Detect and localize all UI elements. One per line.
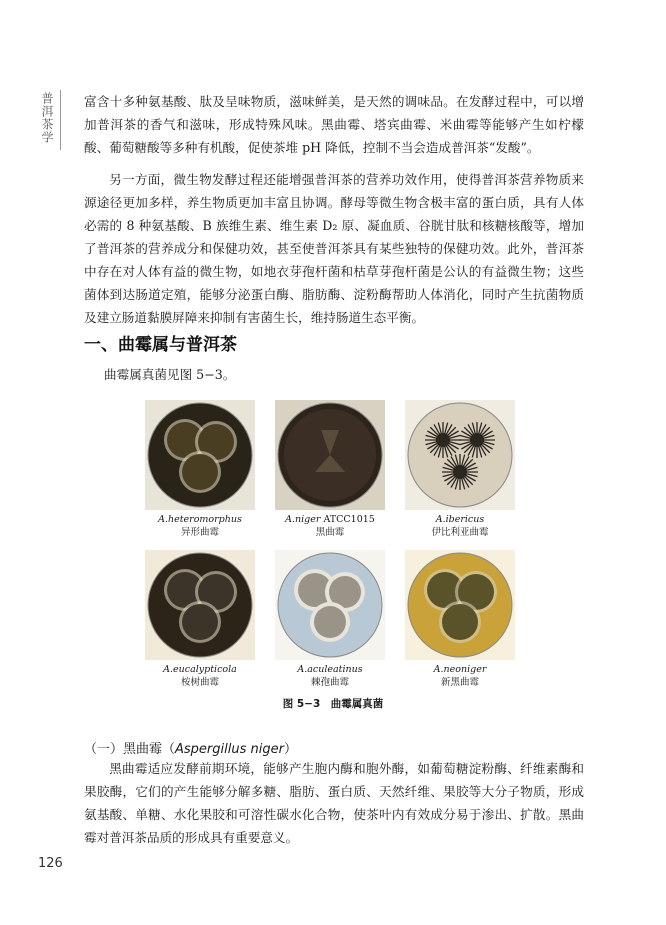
figure-intro: 曲霉属真菌见图 5−3。 <box>104 367 236 382</box>
species-name <box>140 664 260 676</box>
species-name <box>270 514 390 526</box>
species-name <box>140 514 260 526</box>
plate-6 <box>400 550 520 690</box>
species-cn: 桉树曲霉 <box>180 677 219 688</box>
plate-5 <box>270 550 390 690</box>
petri-dish-image <box>275 550 385 660</box>
species-name <box>400 514 520 526</box>
paragraph-1: 富含十多种氨基酸、肽及呈味物质，滋味鲜美，是天然的调味品。在发酵过程中，可以增加普洱茶的香气和滋味，形成特殊风味。黑曲霉、塔宾曲霉、米曲霉等能够产生如柠檬酸、葡萄糖酸等多种有机酸，促使茶堆 pH 降低，控制不当会造成普洱茶“发酸”。 <box>84 94 584 155</box>
petri-dish-image <box>275 400 385 510</box>
figure-caption: 图 5−3 曲霉属真菌 <box>282 698 384 710</box>
species-cn: 伊比利亚曲霉 <box>431 527 489 538</box>
petri-dish-image <box>405 550 515 660</box>
plate-1 <box>140 400 260 540</box>
plate-3 <box>400 400 520 540</box>
species-cn: 异形曲霉 <box>180 527 219 538</box>
species-latin: A.neoniger <box>433 664 487 675</box>
species-latin: A.heteromorphus <box>158 514 242 525</box>
page-number: 126 <box>38 856 63 871</box>
strain-id: ATCC1015 <box>320 514 375 525</box>
subsection-latin: Aspergillus niger <box>175 742 284 757</box>
subsection-title <box>84 738 297 757</box>
subsection-suffix: ） <box>283 742 297 757</box>
paragraph-3: 黑曲霉适应发酵前期环境，能够产生胞内酶和胞外酶，如葡萄糖淀粉酶、纤维素酶和果胶酶，它们的产生能够分解多糖、脂肪、蛋白质、天然纤维、果胶等大分子物质，形成氨基酸、单糖、水化果胶和可溶性碳水化合物，使茶叶内有效成分易于渗出、扩散。黑曲霉对普洱茶品质的形成具有重要意义。 <box>84 761 584 845</box>
subsection-prefix: （一）黑曲霉（ <box>84 742 176 757</box>
species-cn: 新黑曲霉 <box>440 677 479 688</box>
petri-dish-image <box>145 400 255 510</box>
petri-dish-image <box>405 400 515 510</box>
species-latin: A.aculeatinus <box>297 664 363 675</box>
species-latin: A.niger <box>285 514 321 525</box>
species-latin: A.ibericus <box>435 514 485 525</box>
species-name <box>400 664 520 676</box>
species-cn: 棘孢曲霉 <box>310 677 349 688</box>
species-cn: 黑曲霉 <box>315 527 345 538</box>
plate-4 <box>140 550 260 690</box>
species-name <box>270 664 390 676</box>
section-title: 一、曲霉属与普洱茶 <box>84 335 237 355</box>
header-rule <box>60 90 61 150</box>
paragraph-2: 另一方面，微生物发酵过程还能增强普洱茶的营养功效作用，使得普洱茶营养物质来源途径更加多样，养生物质更加丰富且协调。酵母等微生物含极丰富的蛋白质，具有人体必需的 8 种氨基酸、B 族维生素、维生素 D₂ 原、凝血质、谷胱甘肽和核糖核酸等，增加了普洱茶的营养成分和保健功效，甚至使普洱茶具有某些独特的保健功效。此外，普洱茶中存在对人体有益的微生物，如地衣芽孢杆菌和枯草芽孢杆菌是公认的有益微生物；这些菌体到达肠道定殖，能够分泌蛋白酶、脂肪酶、淀粉酶帮助人体消化，同时产生抗菌物质及建立肠道黏膜屏障来抑制有害菌生长，维持肠道生态平衡。 <box>84 172 584 325</box>
running-header: 普洱茶学 <box>40 92 54 144</box>
species-latin: A.eucalypticola <box>163 664 237 675</box>
plate-2 <box>270 400 390 540</box>
petri-dish-image <box>145 550 255 660</box>
